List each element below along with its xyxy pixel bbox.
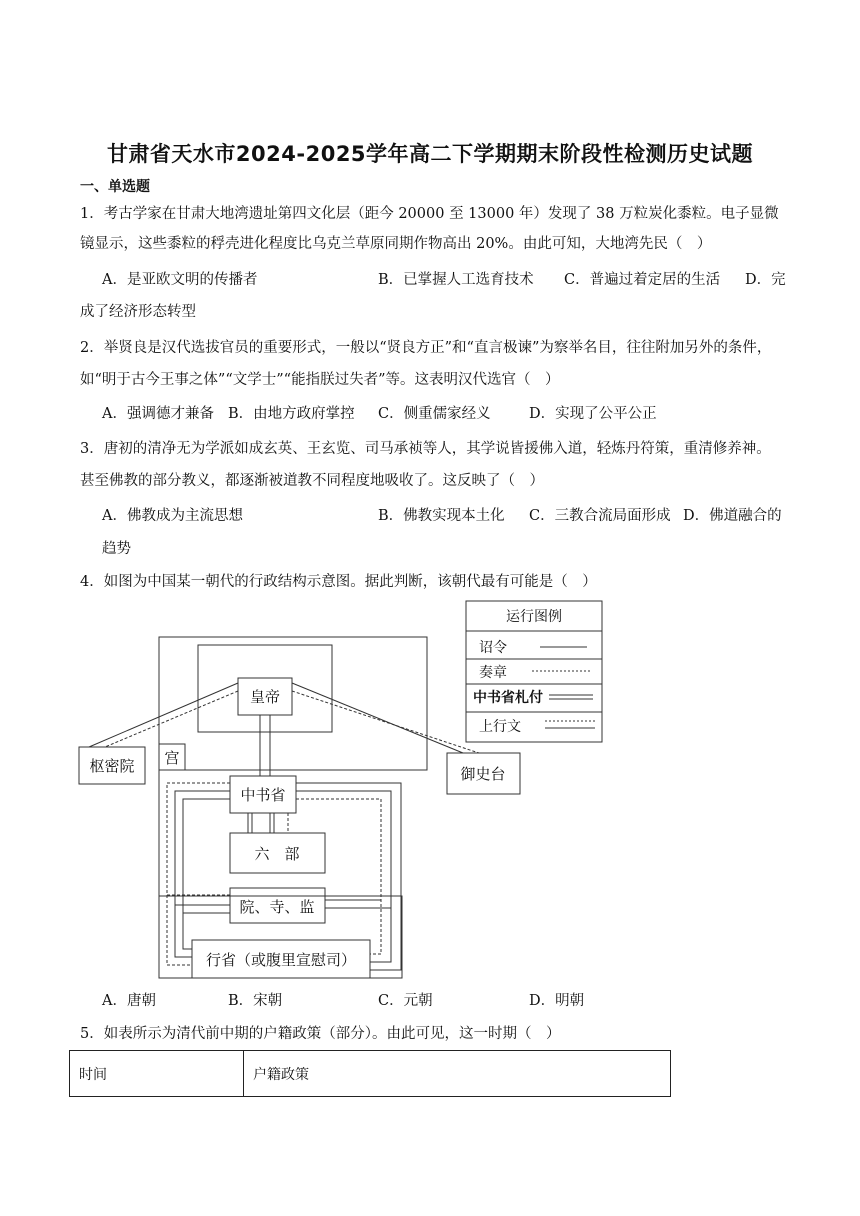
label-palace: 宫 (164, 749, 180, 767)
q2-option-c: C．侧重儒家经义 (378, 406, 491, 422)
table-header-time: 时间 (70, 1051, 244, 1097)
q3-stem-line1: 3．唐初的清净无为学派如成玄英、王玄览、司马承祯等人，其学说皆援佛入道，轻炼丹符策，重清修养神。 (80, 441, 771, 457)
q2-option-a: A．强调德才兼备 (102, 406, 214, 422)
legend-item-memorial: 奏章 (479, 665, 507, 681)
page-title: 甘肃省天水市2024-2025学年高二下学期期末阶段性检测历史试题 (106, 142, 754, 166)
q1-option-a: A．是亚欧文明的传播者 (102, 272, 258, 288)
q5-table (69, 1050, 671, 1097)
table-row (70, 1051, 671, 1097)
q2-stem-line1: 2．举贤良是汉代选拔官员的重要形式，一般以“贤良方正”和“直言极谏”为察举名目，往往附加另外的条件， (80, 340, 772, 356)
q1-option-b: B．已掌握人工选育技术 (378, 272, 534, 288)
q4-option-d: D．明朝 (529, 993, 585, 1009)
q5-stem: 5．如表所示为清代前中期的户籍政策（部分）。由此可见，这一时期（ ） (80, 1026, 561, 1042)
q1-stem-line1: 1．考古学家在甘肃大地湾遗址第四文化层（距今 20000 至 13000 年）发现了 38 万粒炭化黍粒。电子显微 (80, 206, 779, 222)
q3-option-d: D．佛道融合的 (683, 508, 782, 524)
section-heading: 一、单选题 (80, 179, 150, 195)
q4-option-a: A．唐朝 (102, 993, 156, 1009)
q2-stem-line2: 如“明于古今王事之体”“文学士”“能指朕过失者”等。这表明汉代选官（ ） (80, 372, 560, 388)
administrative-structure-diagram (75, 595, 610, 985)
label-shumiyuan: 枢密院 (89, 757, 135, 775)
q3-option-a: A．佛教成为主流思想 (102, 508, 243, 524)
q3-option-c: C．三教合流局面形成 (529, 508, 671, 524)
q1-option-c: C．普遍过着定居的生活 (564, 272, 721, 288)
label-yushitai: 御史台 (460, 765, 506, 783)
q1-option-d-cont: 成了经济形态转型 (80, 304, 196, 320)
label-liubu: 六 部 (254, 845, 300, 863)
q2-option-b: B．由地方政府掌控 (228, 406, 355, 422)
outer-frame (159, 637, 427, 770)
q1-option-d: D．完 (745, 272, 786, 288)
label-zhongshusheng: 中书省 (240, 786, 286, 804)
legend-item-upward: 上行文 (479, 719, 521, 735)
q4-stem: 4．如图为中国某一朝代的行政结构示意图。据此判断，该朝代最有可能是（ ） (80, 574, 597, 590)
legend-item-edict: 诏令 (479, 640, 507, 656)
label-emperor: 皇帝 (249, 688, 281, 706)
q3-option-d-cont: 趋势 (102, 541, 131, 557)
q3-option-b: B．佛教实现本土化 (378, 508, 505, 524)
q4-option-b: B．宋朝 (228, 993, 283, 1009)
legend-title: 运行图例 (506, 609, 562, 625)
table-header-policy: 户籍政策 (244, 1051, 671, 1097)
q2-option-d: D．实现了公平公正 (529, 406, 657, 422)
label-xingsheng: 行省（或腹里宣慰司） (205, 951, 357, 969)
legend-item-zhafu: 中书省札付 (473, 690, 543, 706)
q4-option-c: C．元朝 (378, 993, 433, 1009)
q1-stem-line2: 镜显示，这些黍粒的稃壳进化程度比乌克兰草原同期作物高出 20%。由此可知，大地湾先民（ ） (80, 236, 712, 252)
q3-stem-line2: 甚至佛教的部分教义，都逐渐被道教不同程度地吸收了。这反映了（ ） (80, 473, 544, 489)
label-yuansijian: 院、寺、监 (239, 898, 315, 916)
